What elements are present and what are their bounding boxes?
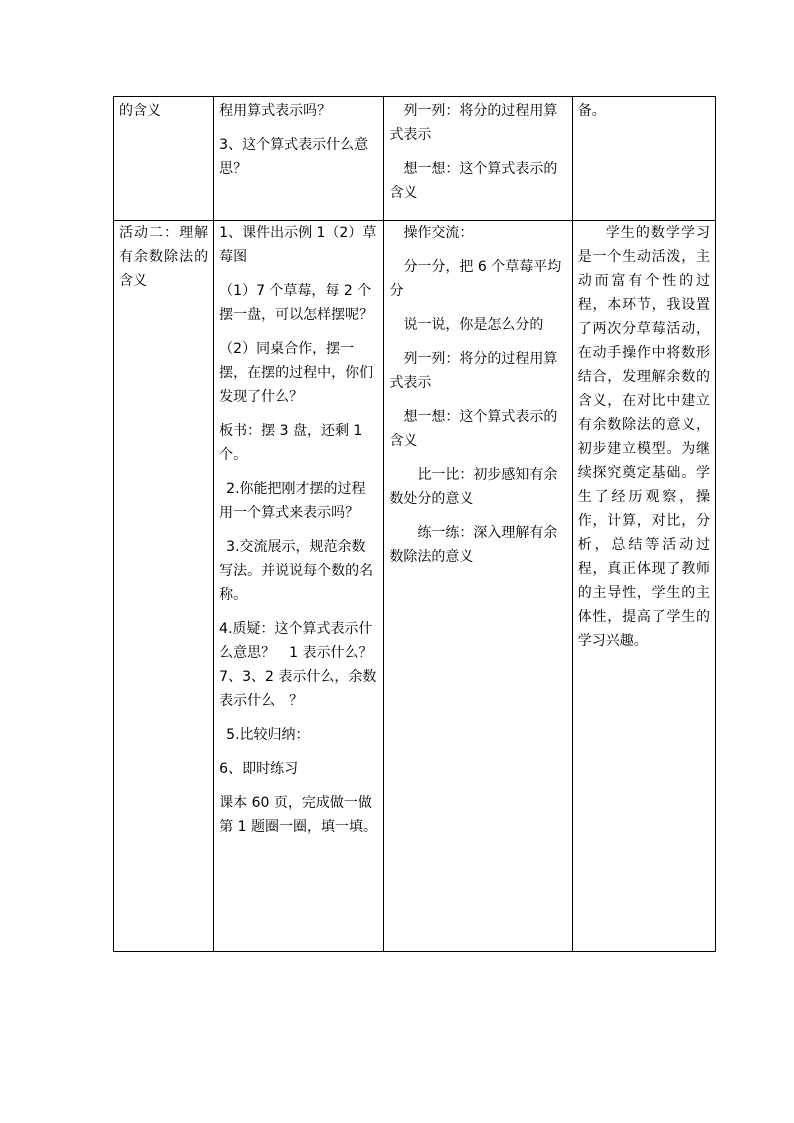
cell-text: 列一列：将分的过程用算式表示 (389, 351, 558, 391)
cell-text: 板书：摆 3 盘，还剩 1 个。 (219, 423, 363, 463)
cell-text: 5.比较归纳： (226, 727, 310, 743)
cell-text: 学生的数学学习是一个生动活泼，主动而富有个性的过程，本环节，我设置了两次分草莓活动，在动手操作中将数形结合，发理解余数的含义，在对比中建立有余数除法的意义，初步建立模型。为继续探究奠定基础。学生了经历观察，操作，计算，对比，分析，总结等活动过程，真正体现了教师的主导性，学生的主体性，提高了学生的学习兴趣。 (577, 225, 710, 649)
cell-text: （2）同桌合作，摆一摆，在摆的过程中，你们发现了什么？ (219, 341, 374, 405)
cell-text: 程用算式表示吗？ (219, 103, 332, 119)
design-intent-cell (572, 221, 715, 952)
cell-text: 比一比：初步感知有余数处分的意义 (389, 467, 558, 507)
cell-text: 想一想：这个算式表示的含义 (389, 409, 558, 449)
cell-text: （1）7 个草莓，每 2 个摆一盘，可以怎样摆呢？ (219, 283, 374, 323)
cell-text: 分一分，把 6 个草莓平均分 (389, 259, 562, 299)
teacher-activity-cell (214, 97, 384, 221)
cell-text: 3、这个算式表示什么意思？ (219, 137, 369, 177)
cell-text: 4.质疑：这个算式表示什么意思？ 1 表示什么？7、3、2 表示什么，余数表示什么 ？ (219, 621, 377, 709)
cell-text: 的含义 (119, 103, 161, 119)
cell-text: 课本 60 页，完成做一做第 1 题圈一圈，填一填。 (219, 795, 377, 835)
cell-text: 列一列：将分的过程用算式表示 (389, 103, 558, 143)
cell-text: 6、即时练习 (219, 761, 299, 777)
table-row (114, 97, 716, 221)
cell-text: 1、课件出示例 1（2）草莓图 (219, 225, 377, 265)
table-row (114, 221, 716, 952)
teacher-activity-cell (214, 221, 384, 952)
cell-text: 备。 (577, 103, 606, 119)
cell-text: 操作交流： (403, 225, 474, 241)
cell-text: 活动二：理解有余数除法的含义 (119, 225, 209, 289)
activity-cell (114, 97, 214, 221)
student-activity-cell (384, 97, 572, 221)
activity-cell (114, 221, 214, 952)
design-intent-cell (572, 97, 715, 221)
cell-text: 3.交流展示，规范余数写法。并说说每个数的名称。 (219, 539, 374, 603)
student-activity-cell (384, 221, 572, 952)
cell-text: 说一说，你是怎么分的 (403, 317, 544, 333)
cell-text: 想一想：这个算式表示的含义 (389, 161, 558, 201)
lesson-plan-table (113, 96, 716, 952)
cell-text: 2.你能把刚才摆的过程用一个算式来表示吗？ (219, 481, 366, 521)
cell-text: 练一练：深入理解有余数除法的意义 (389, 525, 558, 565)
